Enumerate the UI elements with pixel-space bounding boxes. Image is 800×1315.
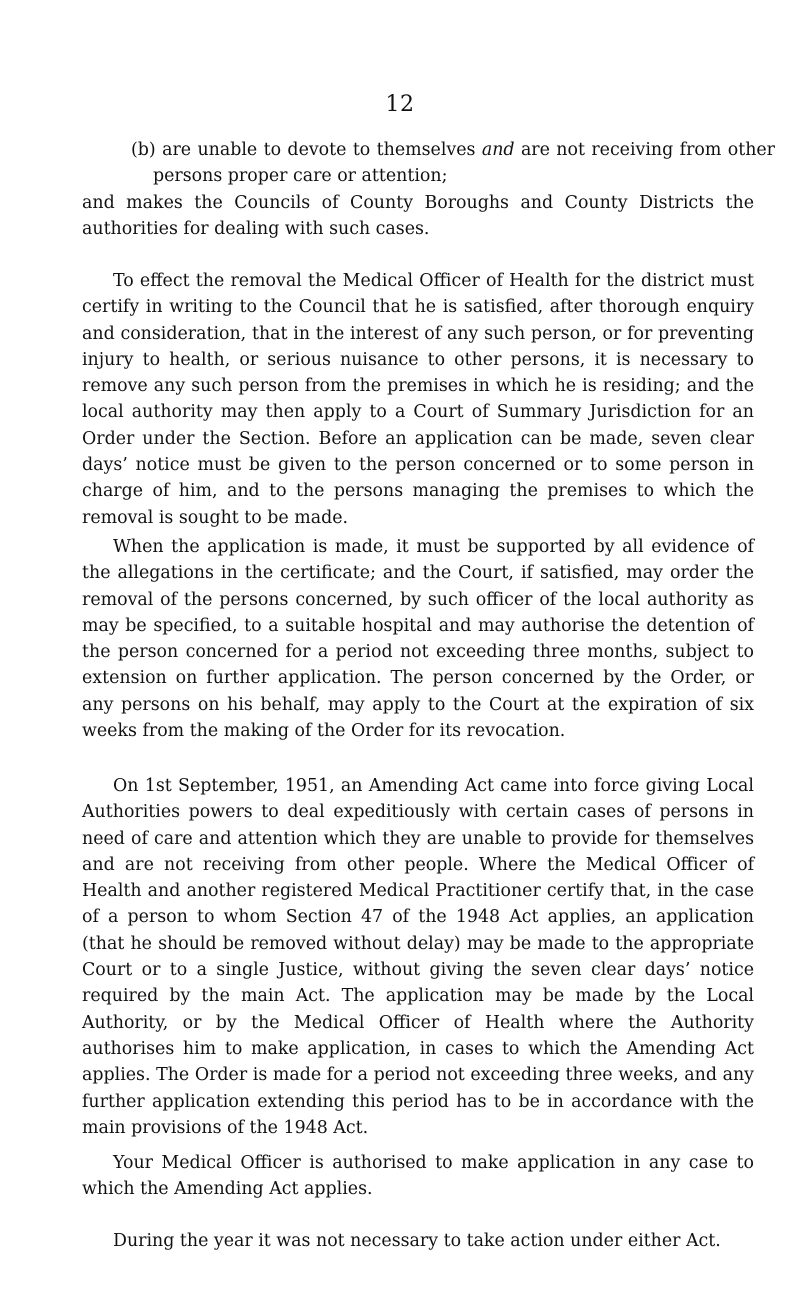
page-number: 12 xyxy=(385,92,415,117)
clause-b xyxy=(131,137,775,190)
paragraph-application: When the application is made, it must be supported by all evidence of the allegations in the certificate; and the Court, if satisfied, may order the removal of the persons concerned, by such officer of the local authority as may be specified, to a suitable hospital and may authorise the detention of the person concerned for a period not exceeding three months, subject to extension on further application. The person concerned by the Order, or any persons on his behalf, may apply to the Court at the expiration of six weeks from the making of the Order for its revocation. xyxy=(82,537,754,742)
paragraph-amending-act: On 1st September, 1951, an Amending Act came into force giving Local Authorities powers to deal expeditiously with certain cases of persons in need of care and attention which they are unable to provide for themselves and are not receiving from other people. Where the Medical Officer of Health and another registered Medical Practitioner certify that, in the case of a person to whom Section 47 of the 1948 Act applies, an application (that he should be removed without delay) may be made to the appropriate Court or to a single Justice, without giving the seven clear days’ notice required by the main Act. The application may be made by the Local Authority, or by the Medical Officer of Health where the Authority authorises him to make application, in cases to which the Amending Act applies. The Order is made for a period not exceeding three weeks, and any further application extending this period has to be in accordance with the main provisions of the 1948 Act. xyxy=(82,776,754,1138)
paragraph-authorised: Your Medical Officer is authorised to make application in any case to which the Amending Act applies. xyxy=(82,1153,754,1200)
clause-text-before: are unable to devote to themselves xyxy=(162,140,476,160)
paragraph-removal: To effect the removal the Medical Officer of Health for the district must certify in writing to the Council that he is satisfied, after thorough enquiry and consideration, that in the interest of any such person, or for preventing injury to health, or serious nuisance to other persons, it is necessary to remove any such person from the premises in which he is residing; and the local authority may then apply to a Court of Summary Jurisdiction for an Order under the Section. Before an application can be made, seven clear days’ notice must be given to the person concerned or to some person in charge of him, and to the persons managing the premises to which the removal is sought to be made. xyxy=(82,271,754,528)
paragraph-during-year: During the year it was not necessary to take action under either Act. xyxy=(113,1231,721,1251)
clause-text-after: are not receiving from other persons proper care or attention; xyxy=(153,140,776,187)
paragraph-intro: and makes the Councils of County Boroughs and County Districts the authorities for dealing with such cases. xyxy=(82,193,754,240)
clause-emphasis: and xyxy=(481,140,515,160)
clause-label: (b) xyxy=(131,140,156,160)
